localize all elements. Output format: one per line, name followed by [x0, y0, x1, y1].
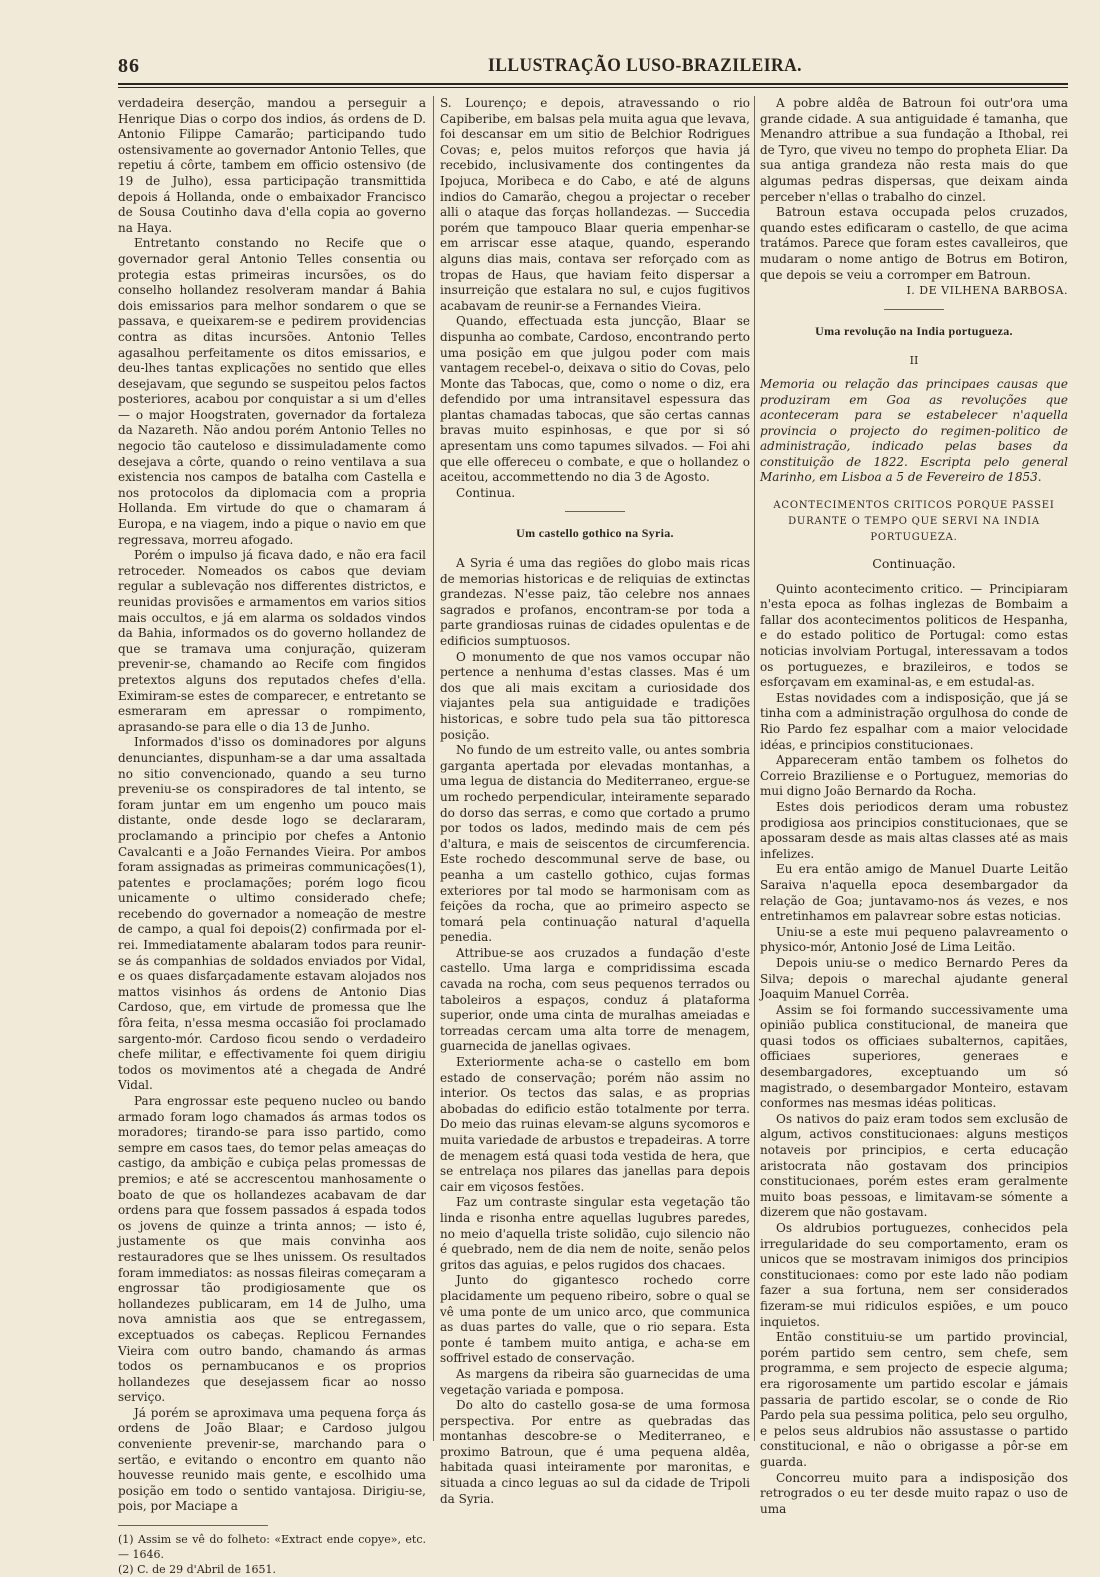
paragraph: As margens da ribeira são guarnecidas de uma vegetação variada e pomposa. — [440, 1366, 750, 1397]
paragraph: Concorreu muito para a indisposição dos retrogrados o eu ter desde muito rapaz o uso de uma — [760, 1470, 1068, 1516]
footnote: (1) Assim se vê do folheto: «Extract ende copye», etc. — 1646. — [118, 1533, 426, 1562]
page-number: 86 — [118, 55, 140, 77]
column-divider — [754, 96, 755, 1441]
column-2 — [440, 96, 750, 1507]
paragraph: Do alto do castello gosa-se de uma formosa perspectiva. Por entre as quebradas das montanhas descobre-se o Mediterraneo, e proximo Batroun, que é uma pequena aldêa, habitada quasi inteiramente por maronitas, e situada a cinco leguas ao sul da cidade de Tripoli da Syria. — [440, 1398, 750, 1506]
paragraph: Junto do gigantesco rochedo corre placidamente um pequeno ribeiro, sobre o qual se vê uma ponte de um unico arco, que communica as duas partes do valle, que o rio separa. Esta ponte é tambem muito antiga, e acha-se em soffrivel estado de conservação. — [440, 1273, 750, 1366]
paragraph: Batroun estava occupada pelos cruzados, quando estes edificaram o castello, de que acima tratámos. Parece que foram estes cavalleiros, que mudaram o nome antigo de Botrus em Botiron, que depois se veiu a corromper em Batroun. — [760, 205, 1068, 282]
paragraph: Os nativos do paiz eram todos sem exclusão de algum, activos constitucionaes: alguns mestiços notaveis por principios, e certa educação aristocrata não gostavam dos principios constitucionaes, porém estes eram geralmente muito boas pessoas, e limitavam-se sómente a dizerem que não gostavam. — [760, 1111, 1068, 1220]
column-divider — [433, 96, 434, 1441]
paragraph: Estas novidades com a indisposição, que já se tinha com a administração orgulhosa do conde de Rio Pardo fez espalhar com a maior velocidade idéas, e principios constitucionaes. — [760, 690, 1068, 752]
caps-heading: ACONTECIMENTOS CRITICOS PORQUE PASSEI DURANTE O TEMPO QUE SERVI NA INDIA PORTUGUEZA. — [773, 500, 1055, 544]
paragraph: Quando, effectuada esta juncção, Blaar se dispunha ao combate, Cardoso, encontrando perto uma posição em que julgou poder com mais vantagem recebel-o, deixava o sitio do Covas, pelo Monte das Tabocas, que, como o nome o diz, era defendido por uma intransitavel espessura das plantas chamadas tabocas, que são certas cannas bravas muito espinhosas, e que por si só apresentam uns como tapumes silvados. — Foi ahi que elle offereceu o combate, e que o hollandez o aceitou, accommettendo no dia 3 de Agosto. — [440, 314, 750, 485]
header-rule — [118, 83, 1068, 85]
paragraph: Eu era então amigo de Manuel Duarte Leitão Saraiva n'aquella epoca desembargador da relação de Goa; juntavamo-nos ás vezes, e nos entretinhamos em palavrear sobre estas noticias. — [760, 862, 1068, 924]
paragraph: Assim se foi formando successivamente uma opinião publica constitucional, de maneira que quasi todos os officiaes subalternos, capitães, officiaes superiores, generaes e desembargadores, exceptuando um só magistrado, o desembargador Monteiro, estavam conformes nas mesmas idéas politicas. — [760, 1002, 1068, 1111]
paragraph: A pobre aldêa de Batroun foi outr'ora uma grande cidade. A sua antiguidade é tamanha, que Menandro attribue a sua fundação a Ithobal, rei de Tyro, que viveu no tempo do propheta Eliar. Da sua antiga grandeza não resta mais do que algumas pedras dispersas, que deixam ainda perceber n'ellas o trabalho do cinzel. — [760, 96, 1068, 204]
paragraph: Porém o impulso já ficava dado, e não era facil retroceder. Nomeados os cabos que deviam regular a sublevação nos differentes districtos, e reunidas provisões e armamentos em varios sitios mais occultos, e já em alarma os soldados vindos da Bahia, informados os do governo hollandez de que se tramava uma conjuração, quizeram prevenir-se, chamando ao Recife com fingidos pretextos alguns dos reputados chefes d'ella. Eximiram-se estes de comparecer, e entretanto se esmeraram em apressar o rompimento, aprasando-se para elle o dia 13 de Junho. — [118, 548, 426, 734]
paragraph: Entretanto constando no Recife que o governador geral Antonio Telles consentia ou protegia estas primeiras incursões, os do conselho hollandez resolveram mandar á Bahia dois emissarios para melhor sondarem o que se passava, e queixarem-se e pedirem providencias contra as ditas incursões. Antonio Telles agasalhou perfeitamente os ditos emissarios, e deu-lhes tantas explicações no sentido que elles desejavam, que segundo se suspeitou pelos factos posteriores, acabou por conquistar a si um d'elles — o major Hoogstraten, governador da fortaleza da Nazareth. Não andou porém Antonio Telles no negocio tão cauteloso e dissimuladamente como desejava a côrte, quando o reino ventilava a sua existencia nos campos de batalha com Castella e nos protocolos da diplomacia com a propria Hollanda. Em virtude do que o chamaram á Europa, e na viagem, indo a pique o navio em que regressava, morreu afogado. — [118, 236, 426, 547]
paragraph: No fundo de um estreito valle, ou antes sombria garganta apertada por elevadas montanhas, a uma legua de distancia do Mediterraneo, ergue-se um rochedo perpendicular, inteiramente separado do dorso das serras, e como que cortado a prumo por todos os lados, medindo mais de cem pés d'altura, e mais de seiscentos de circumferencia. Este rochedo descommunal serve de base, ou peanha a um castello gothico, cujas formas exteriores por tal modo se harmonisam com as feições da rocha, que ao primeiro aspecto se tomará pela continuação natural d'aquella penedia. — [440, 743, 750, 945]
paragraph: Faz um contraste singular esta vegetação tão linda e risonha entre aquellas lugubres paredes, no meio d'aquella triste solidão, cujo silencio não é quebrado, nem de dia nem de noite, senão pelos gritos das aguias, e pelos rugidos dos chacaes. — [440, 1195, 750, 1272]
column-3 — [760, 96, 1068, 1517]
paragraph: Então constituiu-se um partido provincial, porém partido sem centro, sem chefe, sem programma, e sem projecto de especie alguma; era rigorosamente um partido escolar e jámais passaria de partido escolar, se o conde de Rio Pardo pela sua pessima politica, pelo seu orgulho, e pelos seus aldrubios não assustasse o partido constitucional, e não o obrigasse a pôr-se em guarda. — [760, 1330, 1068, 1469]
paragraph: A Syria é uma das regiões do globo mais ricas de memorias historicas e de reliquias de extinctas grandezas. N'esse paiz, tão celebre nos annaes sagrados e profanos, encontram-se por toda a parte grandiosas ruinas de cidades opulentas e de edificios sumptuosos. — [440, 556, 750, 648]
journal-title: ILLUSTRAÇÃO LUSO-BRAZILEIRA. — [488, 55, 802, 76]
author-signature: I. DE VILHENA BARBOSA. — [906, 284, 1068, 298]
footnote-rule — [118, 1525, 268, 1532]
footnote: (2) C. de 29 d'Abril de 1651. — [118, 1563, 277, 1577]
paragraph: Informados d'isso os dominadores por alguns denunciantes, dispunham-se a dar uma assaltada no sitio convencionado, quando a seu turno preveniu-se os conspiradores de tal intento, se foram juntar em um engenho um pouco mais distante, onde desde logo se declararam, proclamando a principio por chefes a Antonio Cavalcanti e a João Fernandes Vieira. Por ambos foram assignadas as primeiras communicações(1), patentes e proclamações; porém logo ficou unicamente o ultimo considerado chefe; recebendo do governador a nomeação de mestre de campo, a qual foi depois(2) confirmada por el-rei. Immediatamente abalaram todos para reunir-se ás companhias de soldados enviados por Vidal, e os quaes disfarçadamente estavam alojados nos mattos visinhos ás ordens de Antonio Dias Cardoso, que, em virtude de promessa que lhe fôra feita, n'essa mesma occasião foi proclamado sargento-mór. Cardoso ficou sendo o verdadeiro chefe militar, e effectivamente foi quem dirigiu todos os movimentos até a chegada de André Vidal. — [118, 735, 426, 1093]
paragraph: O monumento de que nos vamos occupar não pertence a nenhuma d'estas classes. Mas é um dos que ali mais excitam a curiosidade dos viajantes pela sua antiguidade e tradições historicas, e sobre tudo pela sua tão pittoresca posição. — [440, 649, 750, 742]
section-title-castle: Um castello gothico na Syria. — [516, 526, 674, 541]
section-title-revolution: Uma revolução na India portugueza. — [815, 323, 1013, 338]
paragraph: Estes dois periodicos deram uma robustez prodigiosa aos principios constitucionaes, que se apossaram desde as mais altas classes até as mais infelizes. — [760, 799, 1068, 861]
paragraph: verdadeira deserção, mandou a perseguir a Henrique Dias o corpo dos indios, ás ordens de D. Antonio Filippe Camarão; participando tudo ostensivamente ao governador Antonio Telles, que repetiu á côrte, tambem em officio ostensivo (de 19 de Julho), essa participação transmittida depois á Hollanda, onde o embaixador Francisco de Sousa Coutinho dava d'ella copia ao governo na Haya. — [118, 96, 426, 235]
column-1 — [118, 96, 426, 1577]
paragraph: Quinto acontecimento critico. — Principiaram n'esta epoca as folhas inglezas de Bombaim a fallar dos acontecimentos politicos de Hespanha, e do estado politico de Portugal: como estas noticias involviam Portugal, interessavam a todos os portuguezes, e brazileiros, e todos se esforçavam em examinal-as, e em estudal-as. — [760, 581, 1068, 690]
continuacao-heading: Continuação. — [872, 556, 956, 572]
continua-note: Continua. — [456, 485, 516, 500]
paragraph: S. Lourenço; e depois, atravessando o rio Capiberibe, em balsas pela muita agua que levava, foi descansar em um sitio de Belchior Rodrigues Covas; e, pelos muitos reforços que havia já recebido, inclusivamente dos contingentes da Ipojuca, Moribeca e do Cabo, e até de alguns indios do Camarão, chegou a projectar o receber alli o ataque das forças hollandezas. — Succedia porém que tampouco Blaar queria empenhar-se em arriscar esse ataque, quando, esperando alguns dias mais, contava ser reforçado com as tropas de Haus, que haviam feito dispersar a insurreição que estalara no sul, e cujos fugitivos acabavam de reunir-se a Fernandes Vieira. — [440, 96, 750, 313]
page-header — [118, 55, 1068, 81]
paragraph: Uniu-se a este mui pequeno palavreamento o physico-mór, Antonio José de Lima Leitão. — [760, 924, 1068, 955]
paragraph: Depois uniu-se o medico Bernardo Peres da Silva; depois o marechal ajudante general Joaquim Manuel Corrêa. — [760, 955, 1068, 1002]
header-rule-thin — [118, 87, 1068, 88]
paragraph: Para engrossar este pequeno nucleo ou bando armado foram logo chamados ás armas todos os moradores; tirando-se para isso partido, como sempre em casos taes, do temor pelas ameaças do castigo, da ambição e cubiça pelas promessas de premios; e até se accrescentou manhosamente o boato de que os hollandezes acabavam de dar ordens para que fossem passados á espada todos os jovens de quinze a trinta annos; — isto é, justamente os que mais convinha aos restauradores que se lhes unissem. Os resultados foram immediatos: as nossas fileiras começaram a engrossar tão prodigiosamente que os hollandezes publicaram, em 14 de Julho, uma nova amnistia aos que se entregassem, exceptuados os cabeças. Replicou Fernandes Vieira com outro bando, chamando ás armas todos os pernambucanos e os proprios hollandezes que desejassem ficar ao nosso serviço. — [118, 1094, 426, 1405]
paragraph: Appareceram então tambem os folhetos do Correio Braziliense e o Portuguez, memorias do mui digno João Bernardo da Rocha. — [760, 753, 1068, 799]
section-separator — [884, 309, 944, 310]
section-number: II — [909, 354, 919, 368]
memoria-subtitle: Memoria ou relação das principaes causas que produziram em Goa as revoluções que aconteceram para se estabelecer n'aquella provincia o projecto do regimen-politico de administração, indicado pelas bases da constituição de 1822. Escripta pelo general Marinho, em Lisboa a 5 de Fevereiro de 1853. — [760, 376, 1068, 485]
section-separator — [565, 511, 625, 512]
paragraph: Já porém se aproximava uma pequena força ás ordens de João Blaar; e Cardoso julgou conveniente prevenir-se, marchando para o sertão, e evitando o encontro em quanto não houvesse reunido mais gente, e escolhido uma posição em todo o sentido vantajosa. Dirigiu-se, pois, por Maciape a — [118, 1405, 426, 1514]
paragraph: Attribue-se aos cruzados a fundação d'este castello. Uma larga e compridissima escada cavada na rocha, com seus pequenos terrados ou taboleiros a espaços, conduz á plataforma superior, onde uma cinta de muralhas ameiadas e torreadas cercam uma alta torre de menagem, guarnecida de janellas ogivaes. — [440, 945, 750, 1054]
paragraph: Os aldrubios portuguezes, conhecidos pela irregularidade do seu comportamento, eram os unicos que se mostravam inimigos dos principios constitucionaes: como por este lado não podiam fazer a sua fortuna, nem ser considerados fizeram-se mui ridiculos espiões, e um pouco inquietos. — [760, 1221, 1068, 1329]
paragraph: Exteriormente acha-se o castello em bom estado de conservação; porém não assim no interior. Os tectos das salas, e as proprias abobadas do edificio estão totalmente por terra. Do meio das ruinas elevam-se alguns sycomoros e muita variedade de arbustos e trepadeiras. A torre de menagem está quasi toda vestida de hera, que se entrelaça nos pilares das janellas para depois cair em viçosos festões. — [440, 1055, 750, 1194]
